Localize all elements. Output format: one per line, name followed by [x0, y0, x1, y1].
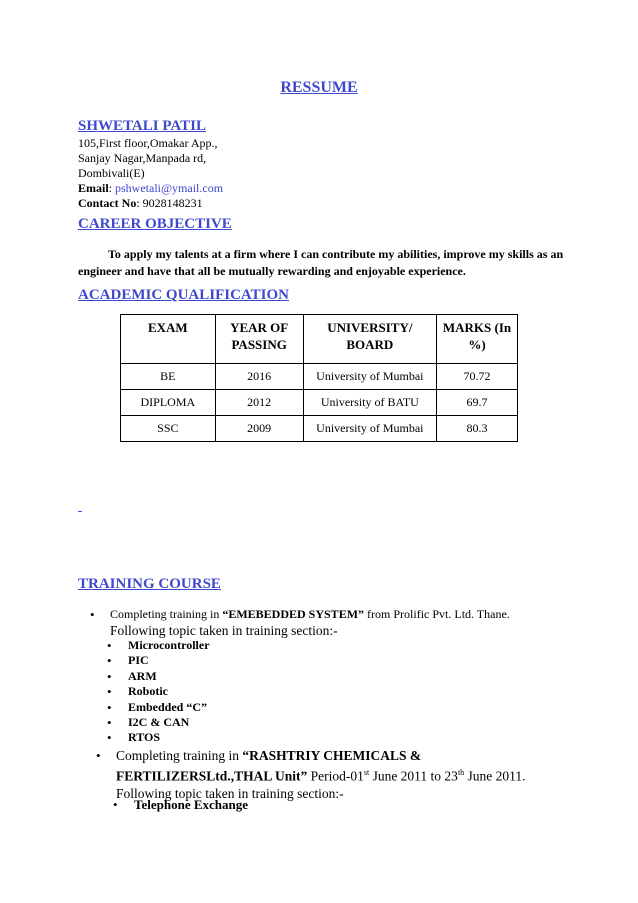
list-item: • Embedded “C” [78, 700, 568, 715]
table-cell: University of BATU [303, 390, 436, 416]
candidate-name: SHWETALI PATIL [78, 118, 206, 134]
training-list [78, 607, 568, 639]
table-cell: SSC [121, 416, 216, 442]
column-header: MARKS (In %) [437, 315, 518, 364]
address-line-2: Sanjay Nagar,Manpada rd, [78, 151, 207, 165]
column-header: UNIVERSITY/ BOARD [303, 315, 436, 364]
table-row [121, 390, 518, 416]
table-cell: 80.3 [437, 416, 518, 442]
list-item: • I2C & CAN [78, 715, 568, 730]
table-row [121, 364, 518, 390]
document-title: RESSUME [280, 79, 358, 96]
table-cell: University of Mumbai [303, 416, 436, 442]
contact-line: Contact No: 9028148231 [78, 196, 203, 210]
list-item: • ARM [78, 669, 568, 684]
stray-underline-mark [78, 503, 82, 512]
address-line-3: Dombivali(E) [78, 166, 145, 180]
list-item: • RTOS [78, 730, 568, 745]
table-cell: 2009 [215, 416, 303, 442]
email-label: Email [78, 181, 109, 195]
training-course-heading: TRAINING COURSE [78, 576, 221, 592]
contact-value: 9028148231 [142, 196, 203, 210]
table-row [121, 416, 518, 442]
list-item: • PIC [78, 653, 568, 668]
career-objective-text: To apply my talents at a firm where I can contribute my abilities, improve my skills as an engineer and have that all be mutually rewarding and enjoyable experience. [78, 247, 564, 278]
table-cell: 69.7 [437, 390, 518, 416]
list-item: • Microcontroller [78, 638, 568, 653]
training-topics-list-2 [84, 796, 564, 813]
list-item: • Telephone Exchange [84, 796, 564, 813]
table-cell: DIPLOMA [121, 390, 216, 416]
table-cell: 70.72 [437, 364, 518, 390]
table-cell: BE [121, 364, 216, 390]
column-header: EXAM [121, 315, 216, 364]
academic-qualification-heading: ACADEMIC QUALIFICATION [78, 287, 289, 303]
career-objective-heading: CAREER OBJECTIVE [78, 216, 232, 232]
training-item-1: • Completing training in “EMEBEDDED SYSTEM” from Prolific Pvt. Ltd. Thane. [78, 607, 568, 622]
training-item-2: • Completing training in “RASHTRIY CHEMICALS & FERTILIZERSLtd.,THAL Unit” Period-01st June 2011 to 23th June 2011. Following topic taken in training section:- [84, 747, 564, 802]
email-link[interactable]: pshwetali@ymail.com [115, 181, 224, 195]
table-cell: University of Mumbai [303, 364, 436, 390]
training-list-2 [84, 747, 564, 802]
table-cell: 2012 [215, 390, 303, 416]
contact-label: Contact No [78, 196, 137, 210]
list-item: • Robotic [78, 684, 568, 699]
email-line: Email: pshwetali@ymail.com [78, 181, 224, 195]
training-item-1-note: Following topic taken in training section:- [110, 623, 338, 638]
column-header: YEAR OF PASSING [215, 315, 303, 364]
qualification-table [120, 314, 518, 442]
table-header-row [121, 315, 518, 364]
table-cell: 2016 [215, 364, 303, 390]
training-topics-list-1 [78, 638, 568, 746]
address-line-1: 105,First floor,Omakar App., [78, 136, 218, 150]
